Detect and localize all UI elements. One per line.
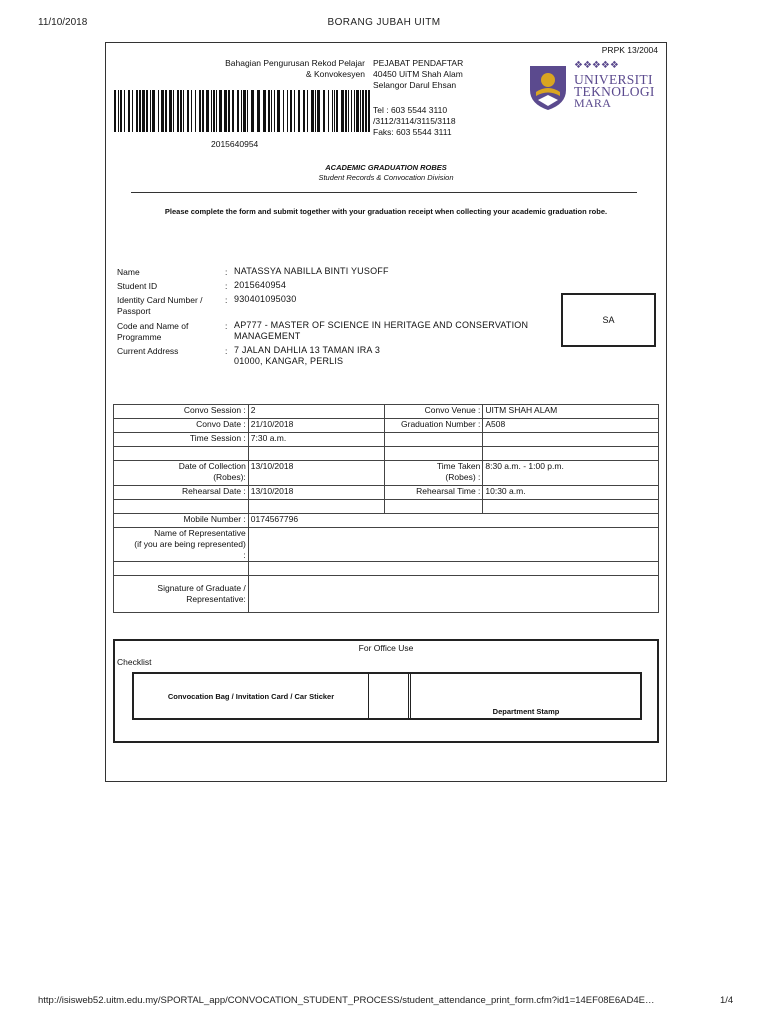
checklist-tick-cell [368, 674, 409, 718]
barcode-number: 2015640954 [211, 139, 259, 149]
table-row [114, 447, 659, 461]
representative-label-2: (if you are being represented) [134, 539, 246, 549]
logo-line-3: MARA [574, 96, 612, 110]
colon: : [225, 267, 228, 277]
ic-label-2: Passport [117, 306, 151, 316]
table-row [114, 433, 659, 447]
checklist-label: Checklist [117, 657, 152, 667]
cell-divider [409, 674, 411, 718]
address-value: 7 JALAN DAHLIA 13 TAMAN IRA 3 [234, 345, 381, 355]
representative-label [114, 528, 249, 562]
instruction-text: Please complete the form and submit together with your graduation receipt when collecting your academic graduation robe. [164, 207, 608, 216]
programme-label-2: Programme [117, 332, 162, 342]
logo-line-2: TEKNOLOGI [574, 84, 655, 99]
department-name-2: & Konvokesyen [305, 69, 365, 79]
name-label: Name [117, 267, 140, 277]
signature-value [248, 576, 658, 613]
empty-cell [114, 562, 249, 576]
collection-date-value: 13/10/2018 [248, 461, 384, 486]
representative-label-1: Name of Representative [154, 528, 246, 538]
programme-label: Code and Name of [117, 321, 189, 331]
office-address-2: 40450 UiTM Shah Alam [373, 69, 463, 79]
programme-value: AP777 - MASTER OF SCIENCE IN HERITAGE AND CONSERVATION [234, 320, 529, 330]
rehearsal-date-label: Rehearsal Date : [114, 486, 249, 500]
signature-label-1: Signature of Graduate / [157, 583, 246, 593]
time-taken-value: 8:30 a.m. - 1:00 p.m. [483, 461, 659, 486]
barcode [114, 90, 372, 132]
office-tel-1: Tel : 603 5544 3110 [373, 105, 448, 115]
collection-date-label-2: (Robes): [213, 472, 246, 482]
convo-venue-value: UITM SHAH ALAM [483, 405, 659, 419]
table-row [114, 528, 659, 562]
office-address-1: PEJABAT PENDAFTAR [373, 58, 464, 68]
empty-cell [384, 433, 483, 447]
address-value-2: 01000, KANGAR, PERLIS [234, 356, 344, 366]
colon: : [225, 321, 228, 331]
form-code: PRPK 13/2004 [601, 45, 658, 55]
address-label: Current Address [117, 346, 179, 356]
table-row [114, 461, 659, 486]
robe-size-code: SA [602, 315, 615, 325]
print-date: 11/10/2018 [38, 17, 88, 28]
rehearsal-time-value: 10:30 a.m. [483, 486, 659, 500]
empty-cell [248, 500, 384, 514]
title-divider [131, 192, 637, 193]
ic-value: 930401095030 [234, 294, 297, 304]
convo-session-value: 2 [248, 405, 384, 419]
empty-cell [384, 447, 483, 461]
student-id-label: Student ID [117, 281, 158, 291]
time-session-label: Time Session : [114, 433, 249, 447]
empty-cell [248, 562, 658, 576]
table-row [114, 514, 659, 528]
collection-date-label [114, 461, 249, 486]
table-row [114, 500, 659, 514]
graduation-number-label: Graduation Number : [384, 419, 483, 433]
convocation-details-table [113, 404, 659, 613]
empty-cell [483, 433, 659, 447]
time-taken-label-2: (Robes) : [445, 472, 481, 482]
convo-venue-label: Convo Venue : [384, 405, 483, 419]
form-subtitle: Student Records & Convocation Division [318, 173, 454, 182]
table-row [114, 405, 659, 419]
empty-cell [483, 447, 659, 461]
colon: : [225, 295, 228, 305]
time-taken-label-1: Time Taken [436, 461, 481, 471]
uitm-logo [526, 60, 662, 112]
convo-date-value: 21/10/2018 [248, 419, 384, 433]
empty-cell [114, 500, 249, 514]
student-id-value: 2015640954 [234, 280, 287, 290]
empty-cell [483, 500, 659, 514]
mobile-number-value: 0174567796 [248, 514, 658, 528]
uitm-crest-icon [526, 62, 570, 112]
collection-date-label-1: Date of Collection [178, 461, 246, 471]
graduation-number-value: A508 [483, 419, 659, 433]
empty-cell [384, 500, 483, 514]
logo-line-1: UNIVERSITI [574, 72, 653, 87]
office-use-box [113, 639, 659, 743]
empty-cell [248, 447, 384, 461]
convo-date-label: Convo Date : [114, 419, 249, 433]
department-stamp-label: Department Stamp [492, 707, 560, 716]
print-title: BORANG JUBAH UITM [327, 17, 441, 28]
office-tel-2: /3112/3114/3115/3118 [373, 116, 456, 126]
name-value: NATASSYA NABILLA BINTI YUSOFF [234, 266, 389, 276]
checklist-items: Convocation Bag / Invitation Card / Car Sticker [167, 691, 335, 701]
barcode-bar [368, 90, 370, 132]
colon: : [225, 346, 228, 356]
table-row [114, 419, 659, 433]
signature-label [114, 576, 249, 613]
footer-page-number: 1/4 [720, 995, 734, 1006]
footer-url: http://isisweb52.uitm.edu.my/SPORTAL_app/CONVOCATION_STUDENT_PROCESS/student_attendance_print_form.cfm?id1=14EF08E6AD4E… [38, 995, 655, 1006]
time-taken-label [384, 461, 483, 486]
jawi-script-icon: ❖❖❖❖❖ [574, 60, 619, 71]
rehearsal-date-value: 13/10/2018 [248, 486, 384, 500]
table-row [114, 486, 659, 500]
ic-label: Identity Card Number / [117, 295, 203, 305]
table-row [114, 562, 659, 576]
form-title: ACADEMIC GRADUATION ROBES [325, 163, 447, 172]
representative-value [248, 528, 658, 562]
office-use-title: For Office Use [358, 643, 414, 653]
colon: : [225, 281, 228, 291]
mobile-number-label: Mobile Number : [114, 514, 249, 528]
signature-label-2: Representative: [186, 594, 246, 604]
empty-cell [114, 447, 249, 461]
table-row [114, 576, 659, 613]
convo-session-label: Convo Session : [114, 405, 249, 419]
time-session-value: 7:30 a.m. [248, 433, 384, 447]
checklist-box [132, 672, 642, 720]
rehearsal-time-label: Rehearsal Time : [384, 486, 483, 500]
department-name: Bahagian Pengurusan Rekod Pelajar [225, 58, 365, 68]
office-address-3: Selangor Darul Ehsan [373, 80, 457, 90]
office-fax: Faks: 603 5544 3111 [373, 127, 452, 137]
robe-size-box [561, 293, 656, 347]
representative-label-3: : [243, 550, 246, 560]
programme-value-2: MANAGEMENT [234, 331, 301, 341]
